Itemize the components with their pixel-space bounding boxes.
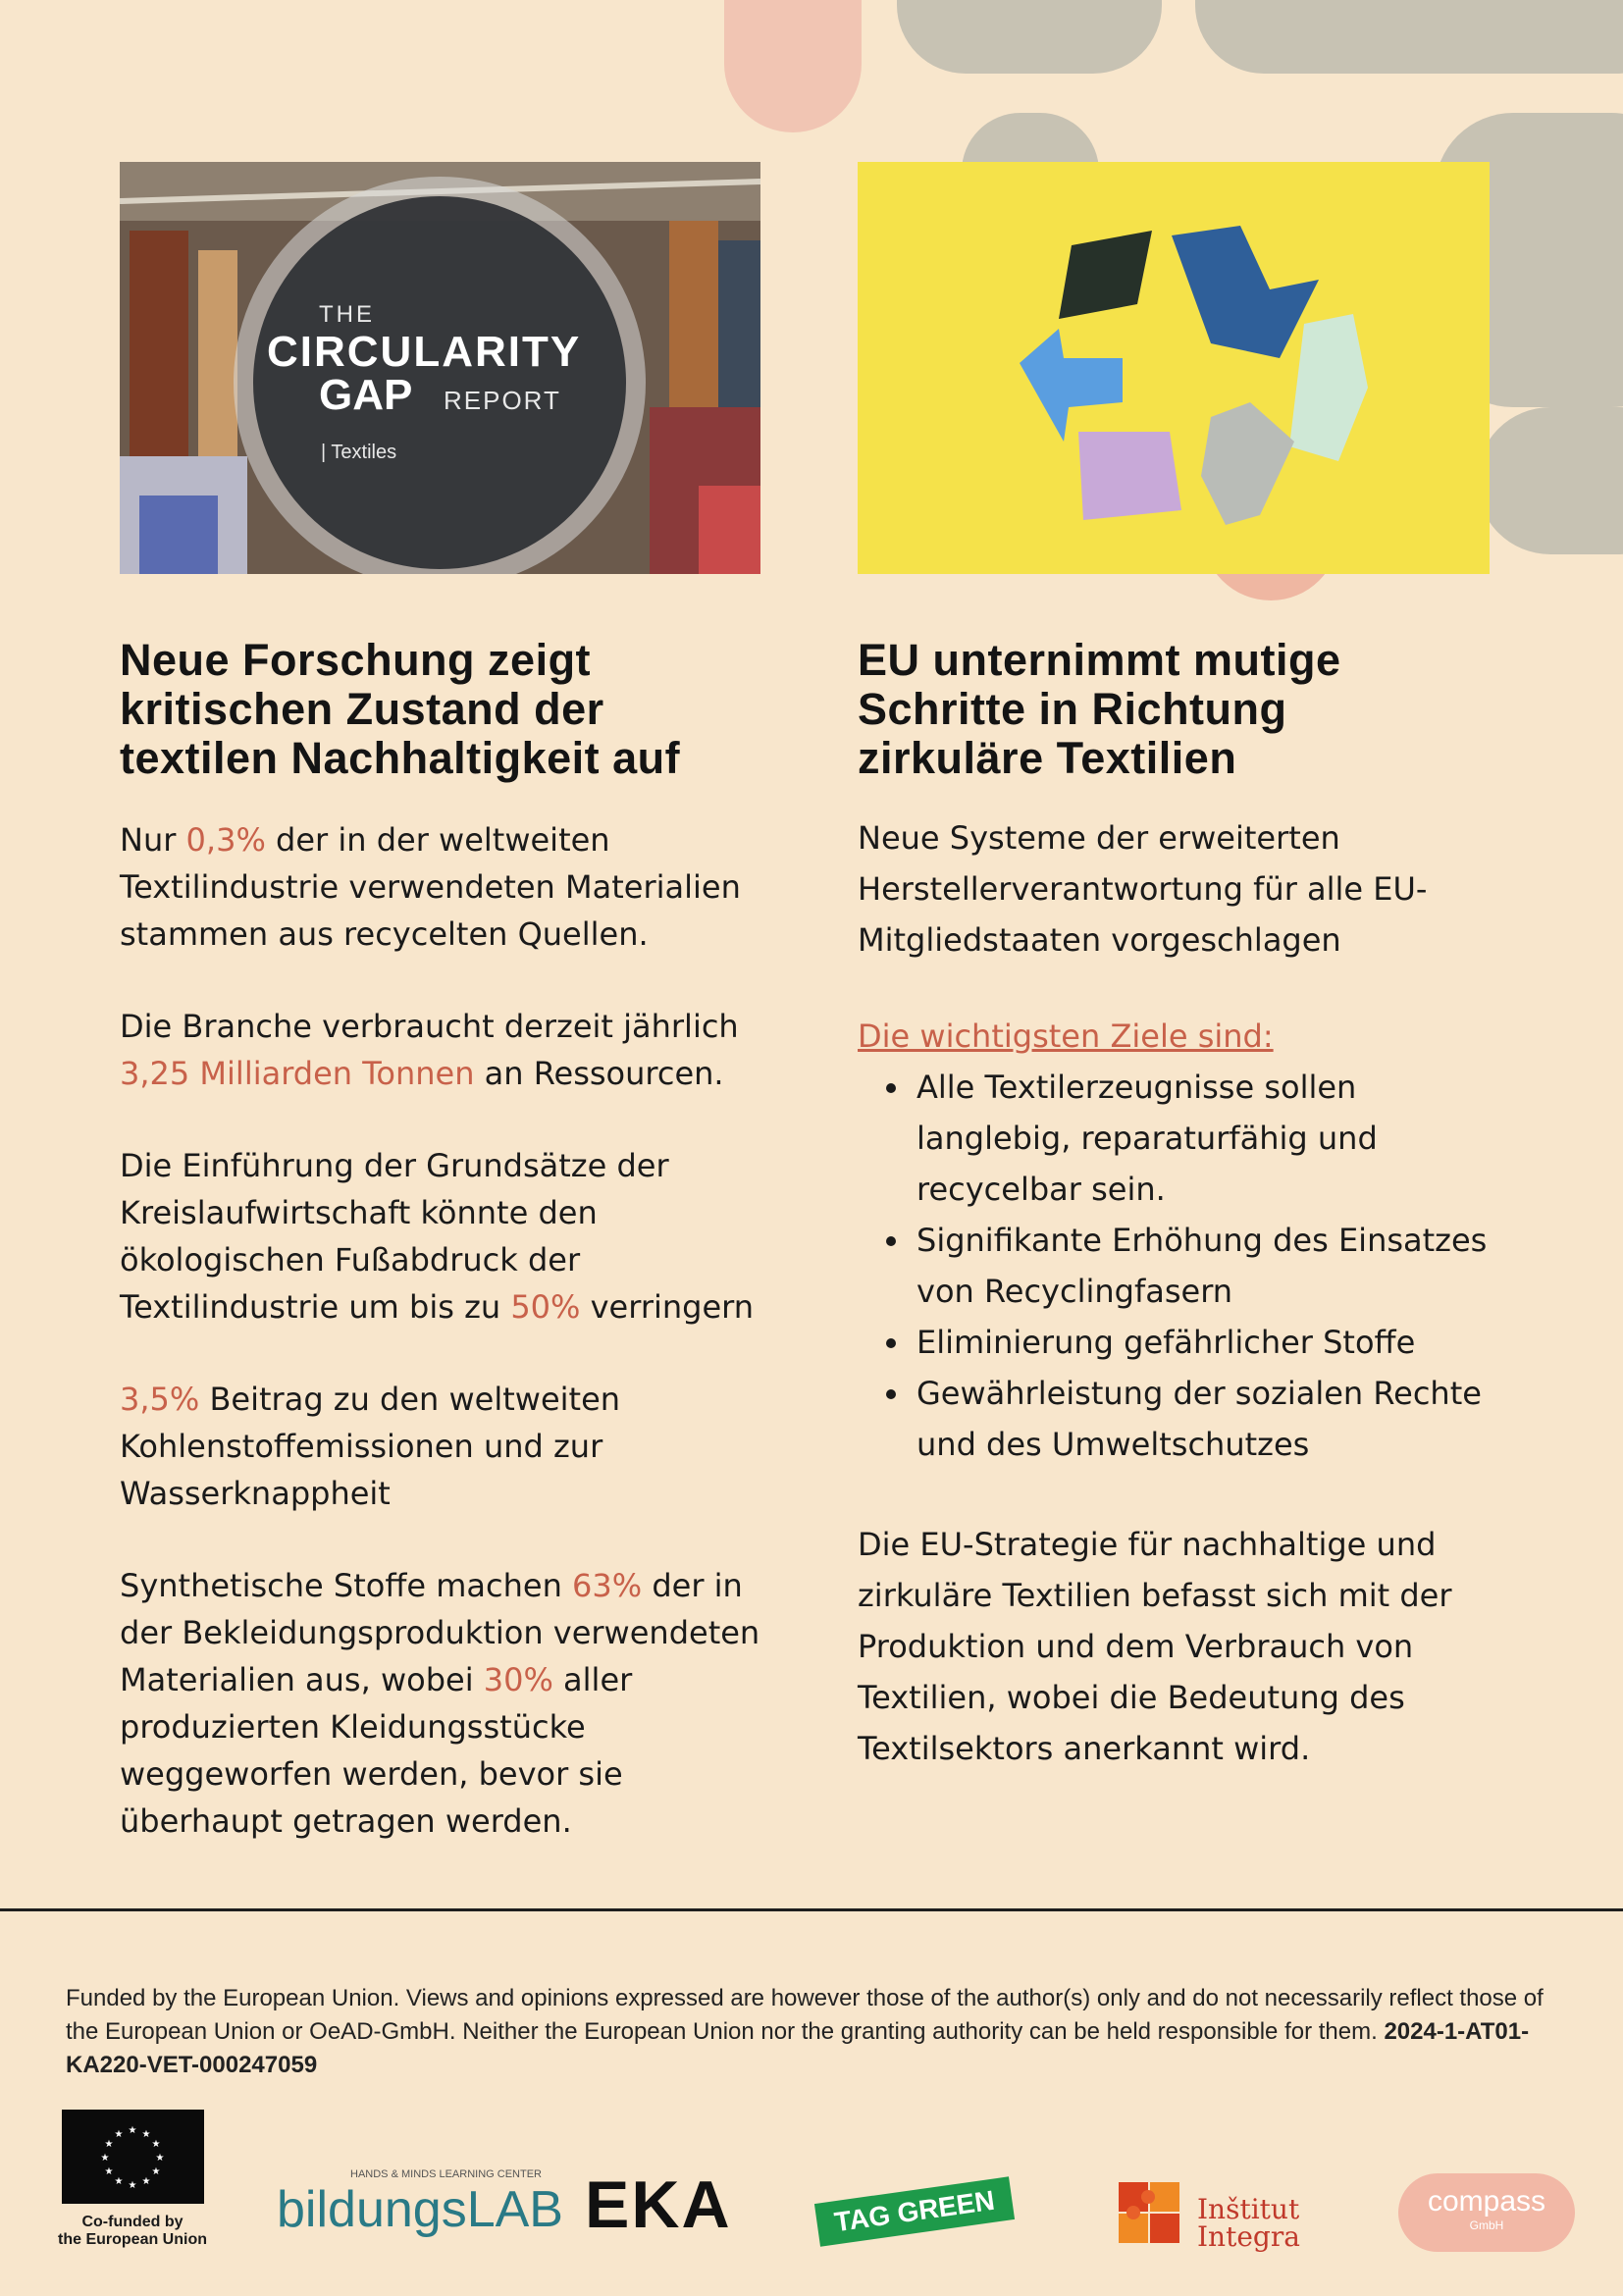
tag-green-wordmark: TAG GREEN xyxy=(832,2184,997,2238)
report-title-report: REPORT xyxy=(444,386,561,415)
report-subtitle: | Textiles xyxy=(321,442,397,463)
left-heading xyxy=(120,636,777,783)
project-code: 2024-1-AT01-KA220-VET-000247059 xyxy=(66,2018,1530,2078)
bildungslab-tagline: HANDS & MINDS LEARNING CENTER xyxy=(350,2168,542,2180)
stat-circular-economy: Die Einführung der Grundsätze der Kreislaufwirtschaft könnte den ökologischen Fußabdruck der Textilindustrie um bis zu 50% verringern xyxy=(120,1147,755,1326)
goals-title: Die wichtigsten Ziele sind: xyxy=(858,1018,1274,1055)
left-column xyxy=(120,636,777,1845)
stat-carbon-emissions: 3,5% Beitrag zu den weltweiten Kohlenstoffemissionen und zur Wasserknappheit xyxy=(120,1381,621,1512)
svg-text:★: ★ xyxy=(128,2125,136,2136)
right-heading-line: Schritte in Richtung xyxy=(858,684,1287,734)
goals-list xyxy=(858,1062,1505,1470)
stat-recycled-materials: Nur 0,3% der in der weltweiten Textilindustrie verwendeten Materialien stammen aus recycelten Quellen. xyxy=(120,821,741,953)
circularity-gap-report-image xyxy=(120,162,760,574)
left-heading-line: textilen Nachhaltigkeit auf xyxy=(120,733,681,783)
stat-resource-consumption: Die Branche verbraucht derzeit jährlich 3,25 Milliarden Tonnen an Ressourcen. xyxy=(120,1008,739,1092)
left-heading-line: kritischen Zustand der xyxy=(120,684,604,734)
report-title-circularity: CIRCULARITY xyxy=(267,328,582,376)
goal-item: • Eliminierung gefährlicher Stoffe xyxy=(913,1317,1505,1368)
bildungslab-wordmark: bildungsLAB xyxy=(277,2181,563,2238)
integra-line2: Integra xyxy=(1197,2220,1300,2253)
highlight-value: 3,5% xyxy=(120,1381,200,1418)
stat-synthetic-fabrics: Synthetische Stoffe machen 63% der in der Bekleidungsproduktion verwendeten Materialien aus, wobei 30% aller produzierten Kleidungsstücke weggeworfen werden, bevor sie überhaupt getragen werden. xyxy=(120,1567,760,1840)
goal-item: • Alle Textilerzeugnisse sollen langlebig, reparaturfähig und recycelbar sein. xyxy=(913,1062,1505,1215)
right-heading-line: EU unternimmt mutige xyxy=(858,635,1341,685)
compass-wordmark: compass xyxy=(1427,2185,1546,2218)
report-title-the: THE xyxy=(319,301,375,328)
svg-text:★: ★ xyxy=(104,2139,113,2150)
tag-green-logo xyxy=(814,2176,1015,2246)
right-intro: Neue Systeme der erweiterten Herstellerverantwortung für alle EU-Mitgliedstaaten vorgeschlagen xyxy=(858,819,1428,959)
funding-disclaimer: Funded by the European Union. Views and opinions expressed are however those of the author(s) only and do not necessarily reflect those of the European Union or OeAD-GmbH. Neither the European Union nor the granting authority can be held responsible for them. 2024-1-AT01-KA220-VET-000247059 xyxy=(66,1985,1544,2078)
eu-caption-line2: the European Union xyxy=(58,2231,207,2248)
right-closing: Die EU-Strategie für nachhaltige und zirkuläre Textilien befasst sich mit der Produktion und dem Verbrauch von Textilien, wobei die Bedeutung des Textilsektors anerkannt wird. xyxy=(858,1526,1452,1767)
svg-text:★: ★ xyxy=(128,2180,136,2191)
footer-divider xyxy=(0,1908,1623,1911)
right-column xyxy=(858,636,1505,1774)
svg-text:★: ★ xyxy=(151,2166,160,2177)
svg-text:★: ★ xyxy=(151,2139,160,2150)
fabric-piece-lilac xyxy=(1078,432,1181,520)
eu-caption-line1: Co-funded by xyxy=(81,2214,183,2230)
eka-logo: EKA xyxy=(585,2167,732,2242)
svg-text:★: ★ xyxy=(114,2176,123,2187)
svg-text:★: ★ xyxy=(100,2153,109,2164)
eu-flag-icon xyxy=(62,2110,204,2204)
report-title-gap: GAP xyxy=(319,371,413,419)
highlight-value: 50% xyxy=(510,1288,581,1326)
svg-text:★: ★ xyxy=(114,2129,123,2140)
highlight-value: 0,3% xyxy=(185,821,266,859)
compass-logo xyxy=(1398,2173,1575,2252)
svg-text:★: ★ xyxy=(141,2129,150,2140)
left-heading-line: Neue Forschung zeigt xyxy=(120,635,592,685)
eu-cofunded-logo xyxy=(54,2110,211,2257)
goal-item: • Signifikante Erhöhung des Einsatzes von Recyclingfasern xyxy=(913,1215,1505,1317)
right-heading-line: zirkuläre Textilien xyxy=(858,733,1237,783)
integra-line1: Inštitut xyxy=(1197,2193,1300,2225)
highlight-value: 30% xyxy=(483,1661,553,1698)
institut-integra-logo xyxy=(1109,2168,1305,2257)
svg-text:★: ★ xyxy=(141,2176,150,2187)
bildungslab-logo xyxy=(277,2168,563,2257)
svg-text:★: ★ xyxy=(155,2153,164,2164)
puzzle-icon xyxy=(1109,2168,1191,2251)
svg-text:★: ★ xyxy=(104,2166,113,2177)
fabric-recycle-image xyxy=(858,162,1490,574)
decor-pill-gray xyxy=(1195,0,1623,74)
right-heading xyxy=(858,636,1505,783)
decor-pill-gray xyxy=(897,0,1162,74)
decor-pill-gray xyxy=(1477,407,1623,554)
highlight-value: 3,25 Milliarden Tonnen xyxy=(120,1055,475,1092)
goal-item: • Gewährleistung der sozialen Rechte und des Umweltschutzes xyxy=(913,1368,1505,1470)
highlight-value: 63% xyxy=(572,1567,643,1604)
compass-sub: GmbH xyxy=(1469,2218,1504,2232)
decor-pill-peach xyxy=(724,0,862,132)
